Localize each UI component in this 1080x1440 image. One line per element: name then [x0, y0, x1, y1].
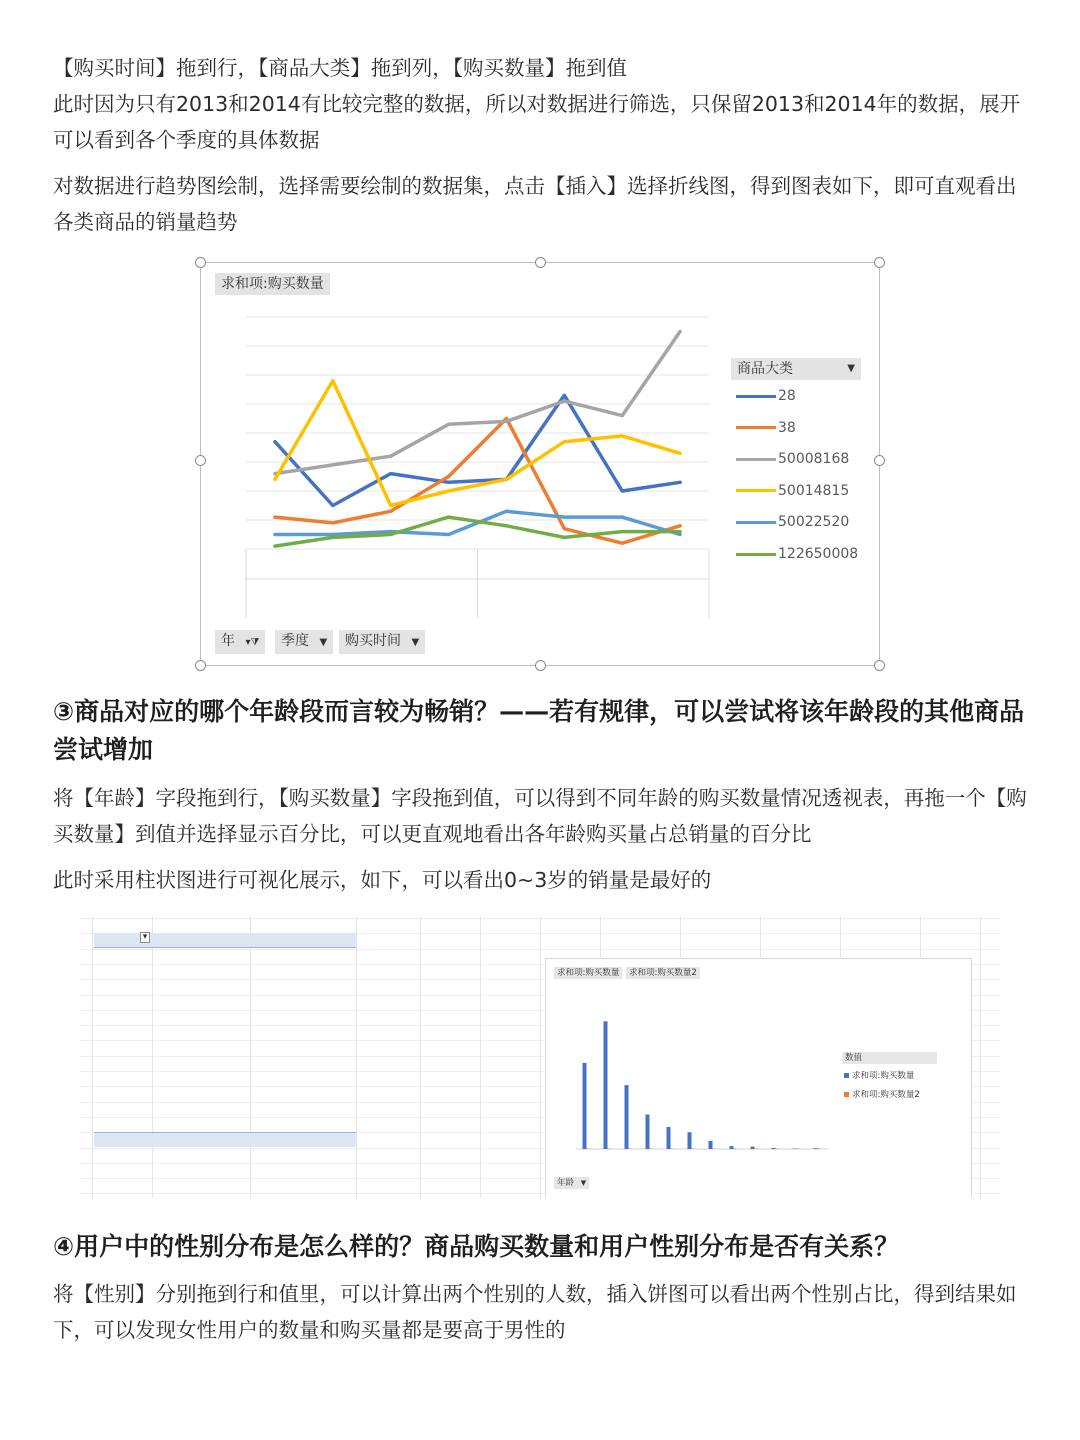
bar-value-chip-2[interactable]: 求和项:购买数量2: [626, 967, 700, 979]
bar-percent: [713, 1148, 716, 1149]
section4-heading: ④用户中的性别分布是怎么样的？商品购买数量和用户性别分布是否有关系？: [53, 1232, 900, 1261]
legend-item[interactable]: [736, 449, 849, 469]
legend-item[interactable]: [736, 386, 796, 406]
filter-quarter-chip[interactable]: [275, 630, 333, 654]
chevron-down-icon: ▼: [847, 363, 855, 374]
legend-label: 求和项:购买数量2: [852, 1090, 920, 1100]
age-field-label: 年龄: [557, 1178, 575, 1188]
bar-percent: [608, 1148, 611, 1149]
bar-count: [772, 1148, 776, 1149]
bar-count: [625, 1085, 629, 1149]
bar-count: [751, 1147, 755, 1149]
bar-count: [730, 1146, 734, 1149]
filter-dropdown-icon[interactable]: ▾: [140, 932, 150, 943]
bar-percent: [797, 1148, 800, 1149]
bar-percent: [755, 1148, 758, 1149]
sheet-gridline: [540, 916, 541, 1198]
bar-count: [793, 1148, 797, 1149]
bar-count: [709, 1141, 713, 1149]
bar-percent: [734, 1148, 737, 1149]
legend-label: 38: [778, 419, 796, 436]
sheet-gridline: [152, 916, 153, 1198]
legend-item[interactable]: [736, 512, 849, 532]
pivot-total-row: [94, 1132, 356, 1147]
legend-item[interactable]: [736, 544, 858, 564]
legend-label: 50014815: [778, 482, 850, 499]
filter-quarter-label: 季度: [281, 633, 309, 649]
filter-time-chip[interactable]: [339, 630, 425, 654]
section3-heading: ③商品对应的哪个年龄段而言较为畅销？——若有规律，可以尝试将该年龄段的其他商品尝试增加: [53, 697, 1025, 764]
sheet-gridline: [980, 916, 981, 1198]
bar-chart-screenshot: [545, 958, 972, 1198]
legend-swatch: [736, 395, 776, 398]
bar-count: [583, 1063, 587, 1149]
sheet-gridline: [480, 916, 481, 1198]
bar-count: [688, 1132, 692, 1149]
bar-count: [667, 1127, 671, 1149]
sheet-gridline: [420, 916, 421, 1198]
bar-percent: [629, 1148, 632, 1149]
bar-count: [646, 1114, 650, 1149]
bar-count: [604, 1021, 608, 1149]
bar-percent: [692, 1148, 695, 1149]
legend-label: 122650008: [778, 546, 859, 562]
legend-label: 求和项:购买数量: [852, 1071, 915, 1081]
bar-percent: [818, 1148, 821, 1149]
bar-legend-title: 数值: [842, 1052, 937, 1064]
intro-paragraph-2: 此时因为只有2013和2014有比较完整的数据，所以对数据进行筛选，只保留2013和2014年的数据，展开可以看到各个季度的具体数据: [53, 92, 1021, 152]
intro-paragraph-1: 【购买时间】拖到行，【商品大类】拖到列，【购买数量】拖到值: [53, 56, 627, 80]
section3-paragraph-1: 将【年龄】字段拖到行，【购买数量】字段拖到值，可以得到不同年龄的购买数量情况透视表，再拖一个【购买数量】到值并选择显示百分比，可以更直观地看出各年龄购买量占总销量的百分比: [53, 786, 1027, 846]
bar-percent: [650, 1148, 653, 1149]
legend-field-label: 商品大类: [737, 361, 793, 377]
chevron-down-icon: ▼: [319, 637, 328, 648]
bar-legend-item[interactable]: [844, 1088, 920, 1100]
sheet-gridline: [356, 916, 357, 1198]
bar-legend-item[interactable]: [844, 1069, 914, 1081]
filter-year-chip[interactable]: [215, 630, 265, 654]
bar-percent: [587, 1148, 590, 1149]
legend-swatch: [844, 1092, 849, 1097]
age-field-chip[interactable]: [554, 1177, 589, 1189]
excel-screenshot: [80, 916, 1000, 1198]
legend-item[interactable]: [736, 418, 796, 438]
line-chart-screenshot: [200, 262, 880, 666]
legend-swatch: [736, 553, 776, 556]
intro-paragraph-3: 对数据进行趋势图绘制，选择需要绘制的数据集，点击【插入】选择折线图，得到图表如下，即可直观看出各类商品的销量趋势: [53, 174, 1017, 234]
legend-label: 28: [778, 388, 796, 404]
legend-field-chip[interactable]: [731, 358, 861, 380]
legend-label: 50008168: [778, 451, 850, 468]
bar-count: [814, 1148, 818, 1149]
legend-swatch: [736, 458, 776, 461]
section3-paragraph-2: 此时采用柱状图进行可视化展示，如下，可以看出0~3岁的销量是最好的: [53, 868, 712, 892]
bar-percent: [776, 1148, 779, 1149]
sheet-gridline: [92, 916, 93, 1198]
filter-time-label: 购买时间: [345, 633, 401, 649]
legend-swatch: [736, 489, 776, 492]
bar-value-chip-1[interactable]: 求和项:购买数量: [554, 967, 622, 979]
legend-swatch: [736, 426, 776, 429]
filter-funnel-icon: ▾⧩: [245, 637, 260, 648]
chevron-down-icon: ▼: [411, 637, 420, 648]
series-line-28: [275, 395, 680, 505]
legend-swatch: [736, 521, 776, 524]
sheet-gridline: [250, 916, 251, 1198]
value-field-chip[interactable]: 求和项:购买数量: [215, 273, 330, 295]
legend-swatch: [844, 1073, 849, 1078]
chevron-down-icon: ▼: [580, 1179, 587, 1187]
filter-year-label: 年: [221, 633, 235, 649]
section4-paragraph-1: 将【性别】分别拖到行和值里，可以计算出两个性别的人数，插入饼图可以看出两个性别占比，得到结果如下，可以发现女性用户的数量和购买量都是要高于男性的: [53, 1282, 1017, 1342]
legend-item[interactable]: [736, 481, 849, 501]
bar-percent: [671, 1148, 674, 1149]
legend-label: 50022520: [778, 514, 850, 531]
pivot-header-row: [94, 933, 356, 948]
series-line-50008168: [275, 332, 680, 474]
